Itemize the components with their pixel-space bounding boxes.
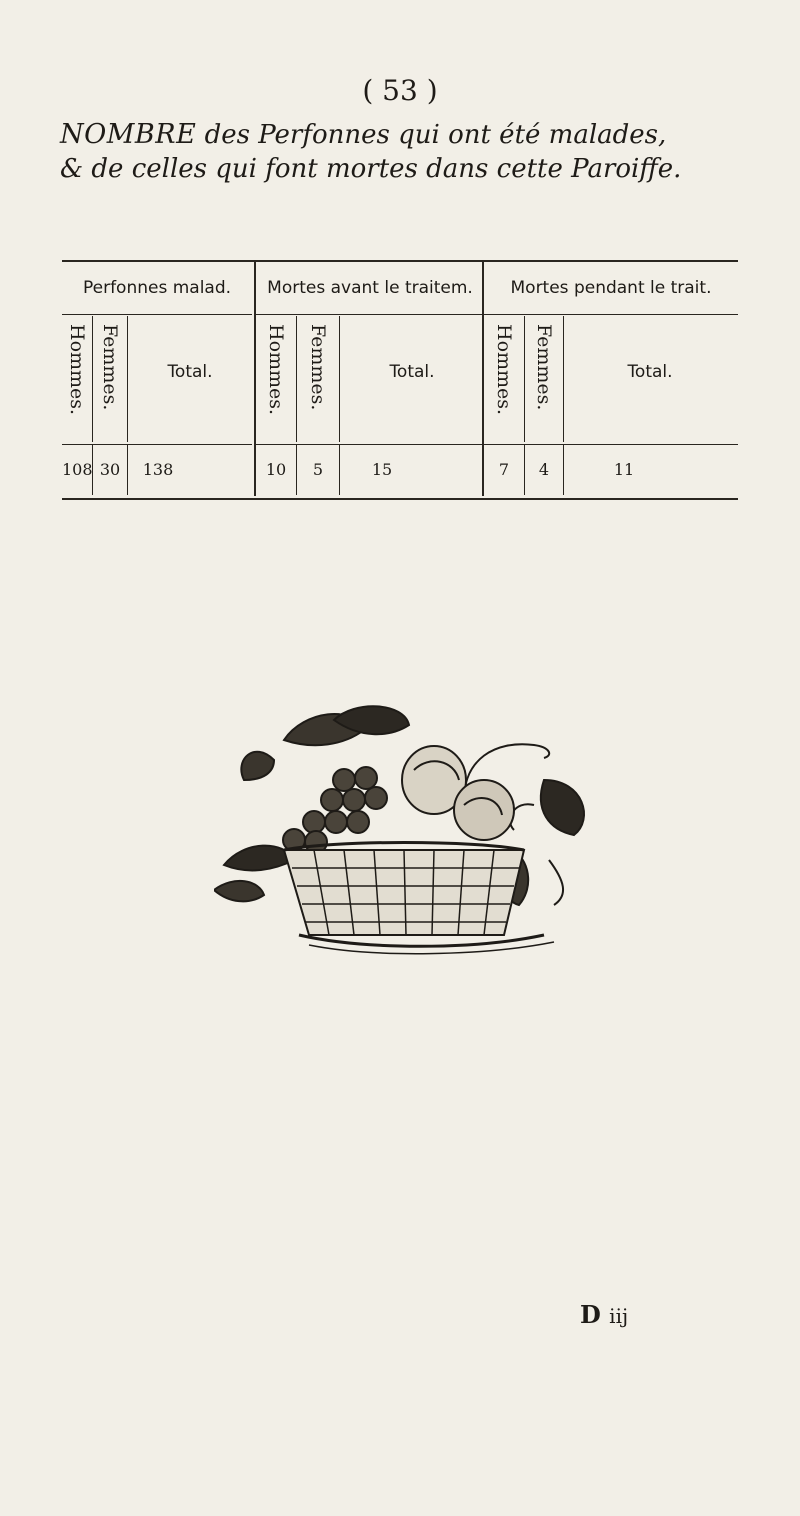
column-men	[62, 316, 93, 442]
signature-letter: D	[580, 1300, 601, 1329]
column-label: Hommes.	[66, 324, 88, 416]
column-women	[525, 316, 564, 442]
column-women	[297, 316, 340, 442]
group-header: Mortes pendant le trait.	[484, 262, 738, 315]
column-label: Total.	[627, 362, 673, 382]
statistics-table	[62, 260, 738, 500]
table-group-died-before	[254, 262, 484, 496]
column-label: Total.	[167, 362, 213, 382]
title-line-1	[60, 118, 750, 152]
table-row	[256, 444, 484, 495]
cell-total: 11	[613, 460, 635, 479]
cell-total: 15	[371, 460, 393, 479]
title-word-nombre: NOMBRE	[60, 119, 197, 150]
cell-women: 4	[525, 445, 564, 495]
signature-mark	[580, 1300, 628, 1329]
cell-women: 5	[297, 445, 340, 495]
table-row	[484, 444, 738, 495]
column-total	[564, 316, 736, 442]
column-women	[93, 316, 128, 442]
page-title	[60, 118, 750, 186]
signature-numeral: iij	[609, 1304, 629, 1328]
column-men	[256, 316, 297, 442]
cell-men: 10	[256, 445, 297, 495]
title-line-1-end: ,	[658, 120, 667, 150]
table-row	[62, 444, 252, 495]
column-label: Hommes.	[265, 324, 287, 416]
column-label: Hommes.	[493, 324, 515, 416]
column-total	[340, 316, 484, 442]
column-label: Femmes.	[533, 324, 555, 411]
title-line-1-text: des Perfonnes qui ont été malades	[204, 120, 659, 150]
group-header: Perfonnes malad.	[62, 262, 252, 315]
group-header: Mortes avant le traitem.	[256, 262, 484, 315]
cell-men: 7	[484, 445, 525, 495]
column-men	[484, 316, 525, 442]
column-label: Femmes.	[307, 324, 329, 411]
cell-women: 30	[93, 445, 128, 495]
column-label: Total.	[389, 362, 435, 382]
table-group-sick	[62, 262, 252, 496]
title-line-2: & de celles qui font mortes dans cette Paroiffe.	[60, 154, 682, 184]
column-label: Femmes.	[99, 324, 121, 411]
column-total	[128, 316, 252, 442]
table-group-died-during	[482, 262, 738, 496]
cell-total: 138	[142, 460, 174, 479]
cell-men: 108	[62, 445, 93, 495]
page-number: ( 53 )	[362, 74, 438, 107]
fruit-basket-icon	[214, 700, 594, 974]
